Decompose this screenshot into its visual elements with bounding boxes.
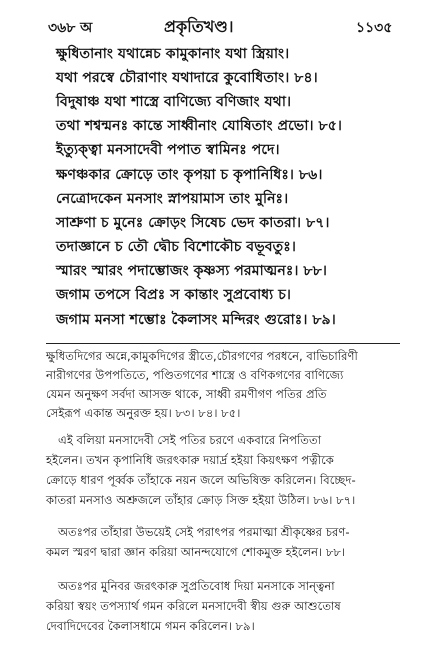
verse-line: নেত্রোদকেন মনসাং স্নাপয়ামাস তাং মুনিঃ।	[56, 191, 289, 207]
verse-line: সাশ্রুণা চ মুনেঃ ক্রোড়ং সিষেচ ভেদ কাতরা। ৮৭।	[56, 215, 330, 231]
commentary-line: কমল স্মরণ দ্বারা জ্ঞান করিয়া আনন্দযোগে শোকমুক্ত হইলেন। ৮৮।	[46, 545, 346, 559]
commentary-line: করিয়া স্বয়ং তপস্যার্থ গমন করিলে মনসাদেবী স্বীয় গুরু আশুতোষ	[46, 599, 341, 613]
commentary-line: সেইরূপ একান্ত অনুরক্ত হয়। ৮৩। ৮৪। ৮৫।	[46, 406, 241, 420]
verse-line: স্মারং স্মারং পদাম্ভোজং কৃষ্ণস্য পরমাত্মনঃ। ৮৮।	[56, 263, 327, 279]
verse-line: ক্ষুধিতানাং যথান্নেচ কামুকানাং যথা স্ত্রিয়াং।	[56, 46, 290, 62]
commentary-line: ক্রোড়ে ধারণ পূর্ব্বক তাঁহাকে নয়ন জলে অভিষিক্ত করিলেন। বিচ্ছেদ-	[46, 473, 356, 487]
commentary-line: দেবাদিদেবের কৈলাসধামে গমন করিলেন। ৮৯।	[46, 619, 255, 633]
verse-line: ক্ষণঞ্চকার ক্রোড়ে তাং কৃপয়া চ কৃপানিধিঃ। ৮৬।	[56, 167, 323, 183]
page-header	[0, 14, 425, 36]
commentary-line: নারীগণের উপপতিতে, পণ্ডিতগণের শাস্ত্রে ও বণিকগণের বাণিজ্যে	[46, 368, 344, 382]
page-number: ১১৩৫	[356, 20, 393, 36]
commentary-line: ক্ষুধিতদিগের অন্নে,কামুকদিগের স্ত্রীতে,চৌরগণের পরধনে, বাভিচারিণী	[46, 349, 358, 363]
chapter-number: ৩৬৮ অ	[48, 20, 93, 36]
verse-line: জগাম মনসা শম্ভোঃ কৈলাসং মন্দিরং গুরোঃ। ৮৯।	[56, 312, 336, 328]
commentary-line: যেমন অনুক্ষণ সর্বদা আসক্ত থাকে, সাধ্বী রমণীগণ পতির প্রতি	[46, 387, 327, 401]
verse-line: যথা পরস্বে চৌরাণাং যথাদারে কুবোধিতাং। ৮৪।	[56, 70, 318, 86]
commentary-line: অতঃপর মুনিবর জরৎকারু সুপ্রতিবোধ দিয়া মনসাকে সান্ত্বনা	[58, 579, 335, 593]
verse-line: জগাম তপসে বিপ্রঃ স কান্তাং সুপ্রবোধ্য চ।	[56, 287, 291, 303]
section-title: প্রকৃতিখণ্ড।	[164, 17, 234, 36]
verse-line: তথা শশ্বন্মনঃ কান্তে সাধ্বীনাং যোষিতাং প্রভো। ৮৫।	[56, 118, 342, 134]
commentary-line: অতঃপর তাঁহারা উভয়েই সেই পরাৎপর পরমাত্মা শ্রীকৃষ্ণের চরণ-	[58, 525, 350, 539]
commentary-line: কাতরা মনসাও অশ্রুজলে তাঁহার ক্রোড় সিক্ত হইয়া উঠিল। ৮৬। ৮৭।	[46, 493, 356, 507]
commentary-line: হইলেন। তখন কৃপানিধি জরৎকারু দয়ার্দ্র হইয়া কিয়ৎক্ষণ পত্নীকে	[46, 453, 334, 467]
verse-line: ইত্যুক্ত্বা মনসাদেবী পপাত স্বামিনঃ পদে।	[56, 142, 280, 158]
verse-line: বিদুষাঞ্চ যথা শাস্ত্রে বাণিজ্যে বণিজাং যথা।	[56, 94, 292, 110]
commentary-line: এই বলিয়া মনসাদেবী সেই পতির চরণে একবারে নিপতিতা	[58, 433, 322, 447]
verse-line: তদাজ্ঞানে চ তৌ দ্বৌচ বিশোকৌচ বভূবতুঃ।	[56, 239, 296, 255]
separator-rule	[46, 343, 400, 344]
